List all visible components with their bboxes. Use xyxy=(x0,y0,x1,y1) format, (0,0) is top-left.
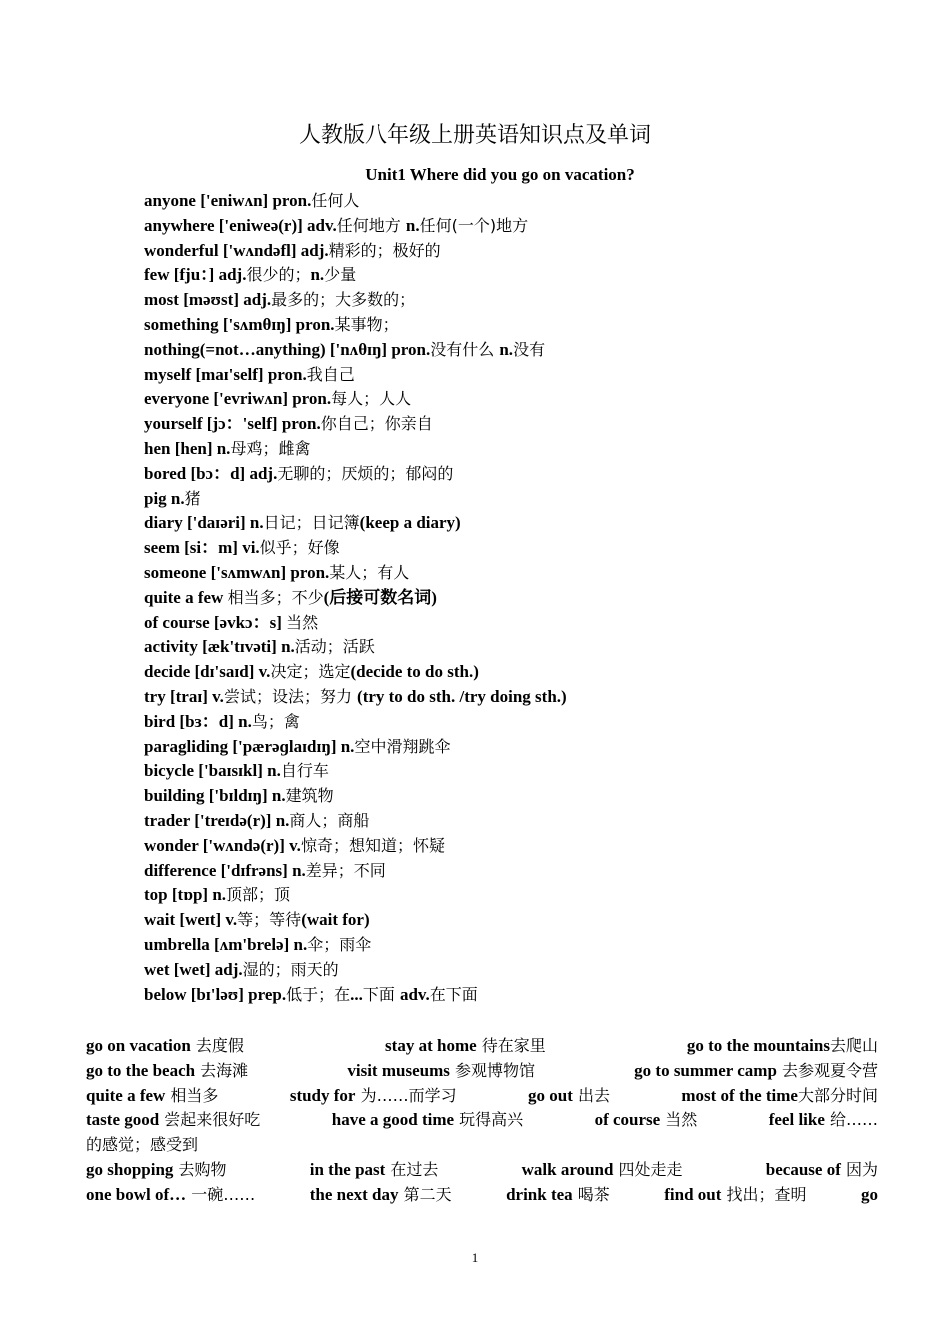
vocab-english: most [məʊst] adj. xyxy=(144,290,272,310)
phrase-list xyxy=(86,1034,878,1208)
vocab-chinese: 商人；商船 xyxy=(289,810,370,830)
vocab-chinese: 任何地方 xyxy=(336,215,406,235)
phrase-chinese: 为……而学习 xyxy=(355,1085,457,1105)
phrase-item xyxy=(861,1183,878,1208)
phrase-english: visit museums xyxy=(347,1060,450,1080)
vocab-english: paragliding ['pærəɡlaɪdɪŋ] n. xyxy=(144,736,355,756)
vocab-chinese: 没有什么 xyxy=(430,339,500,359)
phrase-item xyxy=(86,1108,260,1133)
vocab-chinese: 下面 xyxy=(362,984,400,1004)
phrase-chinese: 喝茶 xyxy=(572,1184,610,1204)
vocab-english: bored [bɔ：d] adj. xyxy=(144,463,278,483)
vocab-english: bicycle ['baɪsɪkl] n. xyxy=(144,761,281,781)
vocab-chinese: 顶部；顶 xyxy=(226,885,291,905)
phrase-chinese: 给…… xyxy=(824,1110,878,1130)
phrase-chinese: 找出；查明 xyxy=(721,1184,807,1204)
phrase-item xyxy=(634,1059,878,1084)
vocab-entry xyxy=(144,338,904,363)
vocab-chinese: 任何人 xyxy=(311,191,360,210)
vocab-english: n. xyxy=(310,265,325,285)
vocab-english: of course [əvkɔ：s] xyxy=(144,612,287,632)
phrase-chinese: 四处走走 xyxy=(613,1159,683,1179)
vocab-chinese: 惊奇；想知道；怀疑 xyxy=(300,835,445,855)
phrase-chinese: 去参观夏令营 xyxy=(776,1060,878,1080)
vocab-entry xyxy=(144,859,904,884)
vocab-english: few [fju：] adj. xyxy=(144,265,247,285)
phrase-item xyxy=(687,1034,878,1059)
vocab-entry xyxy=(144,561,904,586)
vocab-entry xyxy=(144,437,904,462)
vocab-english: quite a few xyxy=(144,587,228,607)
vocab-english: ... xyxy=(350,984,363,1004)
phrase-item xyxy=(385,1034,546,1059)
phrase-english: go on vacation xyxy=(86,1036,191,1055)
phrase-english: go to summer camp xyxy=(634,1060,777,1080)
vocab-chinese: 湿的；雨天的 xyxy=(242,959,339,979)
vocab-english: wonderful ['wʌndəfl] adj. xyxy=(144,240,329,260)
vocab-chinese: 某事物； xyxy=(334,314,399,334)
phrase-english: walk around xyxy=(521,1159,614,1179)
vocab-english: try [traɪ] v. xyxy=(144,686,224,706)
vocab-chinese: 自行车 xyxy=(280,761,329,781)
vocab-english: (try to do sth. /try doing sth.) xyxy=(357,686,567,706)
phrase-english: because of xyxy=(765,1159,841,1179)
phrase-line xyxy=(86,1158,878,1183)
phrase-english: one bowl of… xyxy=(86,1184,187,1204)
vocab-chinese: 猪 xyxy=(184,488,201,508)
vocab-english: anyone ['eniwʌn] pron. xyxy=(144,191,312,210)
phrase-chinese: 参观博物馆 xyxy=(449,1060,535,1080)
phrase-line xyxy=(86,1034,878,1059)
phrase-english: find out xyxy=(664,1184,722,1204)
vocab-entry xyxy=(144,635,904,660)
vocab-chinese: 低于；在 xyxy=(286,984,351,1004)
vocab-chinese: 等；等待 xyxy=(237,910,302,930)
phrase-english: go shopping xyxy=(86,1159,174,1179)
phrase-item xyxy=(528,1084,610,1109)
vocab-english: top [tɒp] n. xyxy=(144,885,227,905)
vocabulary-list xyxy=(144,189,904,1007)
vocab-entry xyxy=(144,313,904,338)
phrase-chinese: 去购物 xyxy=(173,1159,227,1179)
phrase-english: most of the time xyxy=(681,1085,798,1105)
vocab-entry xyxy=(144,611,904,636)
phrase-chinese: 当然 xyxy=(660,1110,698,1130)
vocab-chinese: 无聊的；厌烦的；郁闷的 xyxy=(277,463,454,483)
document-title: 人教版八年级上册英语知识点及单词 xyxy=(298,123,651,148)
vocab-entry xyxy=(144,933,904,958)
vocab-english: wet [wet] adj. xyxy=(144,959,243,979)
phrase-chinese: 相当多 xyxy=(165,1085,219,1105)
phrase-english: taste good xyxy=(86,1110,160,1130)
vocab-chinese: 母鸡；雌禽 xyxy=(230,438,311,458)
vocab-english: myself [maɪ'self] pron. xyxy=(144,364,307,384)
phrase-item xyxy=(769,1108,878,1133)
vocab-chinese: 活动；活跃 xyxy=(294,637,375,657)
vocab-entry xyxy=(144,387,904,412)
phrase-english: go out xyxy=(527,1085,573,1105)
phrase-line xyxy=(86,1183,878,1208)
phrase-item xyxy=(681,1084,878,1109)
vocab-english: adv. xyxy=(399,984,430,1004)
phrase-chinese: 去海滩 xyxy=(195,1060,249,1080)
vocab-entry xyxy=(144,288,904,313)
phrase-english: feel like xyxy=(768,1110,825,1130)
vocab-english: n. xyxy=(499,339,514,359)
vocab-english: below [bɪ'ləʊ] prep. xyxy=(144,984,287,1004)
vocab-chinese: 每人；人人 xyxy=(331,389,412,409)
vocab-chinese: 日记；日记簿 xyxy=(263,513,360,533)
vocab-english: (decide to do sth.) xyxy=(350,662,479,682)
vocab-entry xyxy=(144,412,904,437)
vocab-chinese: 很少的； xyxy=(246,265,311,285)
vocab-entry xyxy=(144,908,904,933)
phrase-chinese: 待在家里 xyxy=(476,1036,546,1055)
vocab-entry xyxy=(144,536,904,561)
phrase-chinese: 大部分时间 xyxy=(797,1085,878,1105)
vocab-english: (keep a diary) xyxy=(359,513,461,533)
vocab-chinese: 少量 xyxy=(324,265,357,285)
vocab-chinese: 任何(一个)地方 xyxy=(419,215,529,235)
phrase-item xyxy=(766,1158,878,1183)
vocab-chinese: 当然 xyxy=(286,612,319,632)
vocab-chinese: 建筑物 xyxy=(285,786,334,806)
vocab-entry xyxy=(144,511,904,536)
phrase-chinese: 的感觉；感受到 xyxy=(86,1135,199,1155)
vocab-entry xyxy=(144,710,904,735)
phrase-line xyxy=(86,1059,878,1084)
vocab-entry xyxy=(144,759,904,784)
vocab-english: nothing(=not…anything) ['nʌθɪŋ] pron. xyxy=(144,339,431,359)
vocab-english: (后接可数名词) xyxy=(323,587,437,607)
phrase-item xyxy=(332,1108,523,1133)
phrase-item xyxy=(86,1084,218,1109)
phrase-item xyxy=(310,1183,452,1208)
vocab-chinese: 我自己 xyxy=(306,364,355,384)
vocab-entry xyxy=(144,834,904,859)
phrase-english: go to the beach xyxy=(86,1060,196,1080)
phrase-english: go xyxy=(860,1184,878,1204)
vocab-chinese: 没有 xyxy=(513,339,546,359)
vocab-entry xyxy=(144,263,904,288)
phrase-item xyxy=(86,1183,255,1208)
phrase-english: in the past xyxy=(309,1159,386,1179)
vocab-entry xyxy=(144,784,904,809)
vocab-chinese: 在下面 xyxy=(429,984,478,1004)
vocab-english: someone ['sʌmwʌn] pron. xyxy=(144,562,330,582)
phrase-chinese: 出去 xyxy=(572,1085,610,1105)
vocab-english: n. xyxy=(405,215,420,235)
phrase-english: study for xyxy=(289,1085,356,1105)
vocab-english: activity [æk'tɪvəti] n. xyxy=(144,637,295,657)
vocab-entry xyxy=(144,958,904,983)
vocab-english: wait [weɪt] v. xyxy=(144,910,238,930)
vocab-entry xyxy=(144,685,904,710)
vocab-chinese: 似乎；好像 xyxy=(259,538,340,558)
vocab-chinese: 伞；雨伞 xyxy=(307,934,372,954)
phrase-line xyxy=(86,1133,878,1158)
vocab-chinese: 空中滑翔跳伞 xyxy=(354,736,451,756)
phrase-english: the next day xyxy=(309,1184,399,1204)
phrase-chinese: 去度假 xyxy=(190,1036,244,1055)
phrase-item xyxy=(664,1183,806,1208)
vocab-english: seem [si：m] vi. xyxy=(144,538,260,558)
vocab-entry xyxy=(144,586,904,611)
vocab-entry xyxy=(144,487,904,512)
vocab-chinese: 差异；不同 xyxy=(305,860,386,880)
phrase-chinese: 因为 xyxy=(840,1159,878,1179)
vocab-chinese: 某人；有人 xyxy=(329,562,410,582)
phrase-english: go to the mountains xyxy=(686,1036,830,1055)
vocab-entry xyxy=(144,983,904,1008)
vocab-entry xyxy=(144,735,904,760)
vocab-english: bird [bɜ：d] n. xyxy=(144,711,252,731)
vocab-entry xyxy=(144,883,904,908)
vocab-english: diary ['daɪəri] n. xyxy=(144,513,264,533)
vocab-english: trader ['treɪdə(r)] n. xyxy=(144,810,290,830)
phrase-chinese: 尝起来很好吃 xyxy=(159,1110,261,1130)
vocab-chinese: 尝试；设法；努力 xyxy=(223,686,358,706)
phrase-chinese: 玩得高兴 xyxy=(454,1110,524,1130)
phrase-english: drink tea xyxy=(506,1184,573,1204)
vocab-chinese: 你自己；你亲自 xyxy=(320,414,433,434)
vocab-english: umbrella [ʌm'brelə] n. xyxy=(144,934,308,954)
phrase-item xyxy=(290,1084,457,1109)
vocab-english: anywhere ['eniweə(r)] adv. xyxy=(144,215,337,235)
phrase-item xyxy=(86,1133,198,1158)
phrase-line xyxy=(86,1108,878,1133)
vocab-english: (wait for) xyxy=(301,910,370,930)
vocab-english: difference ['dɪfrəns] n. xyxy=(144,860,306,880)
vocab-entry xyxy=(144,660,904,685)
phrase-item xyxy=(86,1034,244,1059)
vocab-english: pig n. xyxy=(144,488,185,508)
vocab-chinese: 鸟；禽 xyxy=(251,711,300,731)
vocab-entry xyxy=(144,189,904,214)
vocab-entry xyxy=(144,214,904,239)
vocab-entry xyxy=(144,363,904,388)
vocab-chinese: 最多的；大多数的； xyxy=(271,290,416,310)
phrase-item xyxy=(347,1059,535,1084)
vocab-english: everyone ['evriwʌn] pron. xyxy=(144,389,332,409)
phrase-english: have a good time xyxy=(331,1110,455,1130)
phrase-chinese: 第二天 xyxy=(398,1184,452,1204)
phrase-item xyxy=(86,1059,248,1084)
phrase-chinese: 去爬山 xyxy=(829,1036,878,1055)
vocab-entry xyxy=(144,239,904,264)
phrase-chinese: 一碗…… xyxy=(186,1184,256,1204)
phrase-english: stay at home xyxy=(385,1036,477,1055)
phrase-item xyxy=(506,1183,610,1208)
phrase-english: of course xyxy=(594,1110,661,1130)
page-number: 1 xyxy=(471,1250,479,1265)
unit-heading: Unit1 Where did you go on vacation? xyxy=(365,165,635,184)
vocab-chinese: 相当多；不少 xyxy=(227,587,324,607)
phrase-item xyxy=(310,1158,439,1183)
vocab-english: decide [dɪ'saɪd] v. xyxy=(144,662,271,682)
vocab-english: hen [hen] n. xyxy=(144,438,231,458)
vocab-entry xyxy=(144,462,904,487)
vocab-english: something ['sʌmθɪŋ] pron. xyxy=(144,314,335,334)
phrase-item xyxy=(522,1158,683,1183)
vocab-english: yourself [jɔ：'self] pron. xyxy=(144,414,321,434)
phrase-english: quite a few xyxy=(86,1085,166,1105)
vocab-chinese: 精彩的；极好的 xyxy=(328,240,441,260)
vocab-chinese: 决定；选定 xyxy=(270,662,351,682)
vocab-entry xyxy=(144,809,904,834)
phrase-line xyxy=(86,1084,878,1109)
phrase-item xyxy=(595,1108,698,1133)
phrase-item xyxy=(86,1158,227,1183)
phrase-chinese: 在过去 xyxy=(385,1159,439,1179)
vocab-english: building ['bɪldɪŋ] n. xyxy=(144,786,286,806)
vocab-english: wonder ['wʌndə(r)] v. xyxy=(144,835,301,855)
